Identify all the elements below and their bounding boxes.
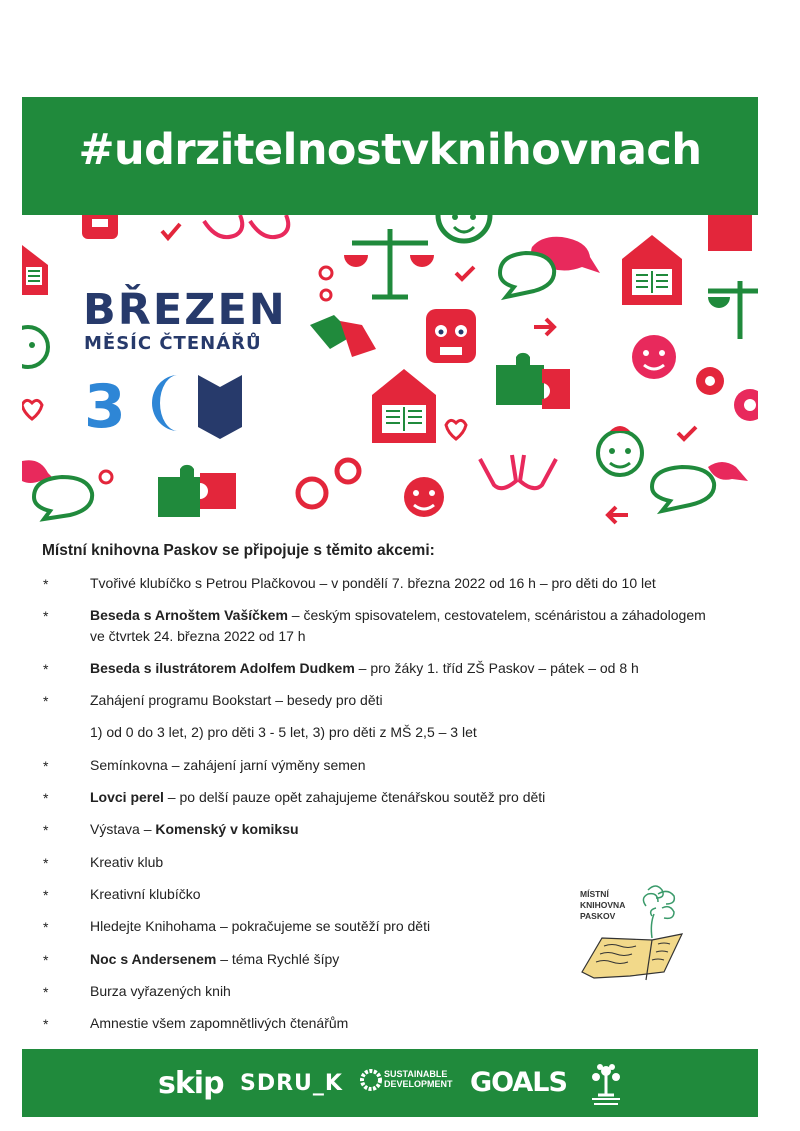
face-icon [438,215,490,241]
scales-icon [344,229,434,297]
face-icon [82,215,118,239]
face-icon [404,477,444,517]
speech-bubble-icon [652,467,714,511]
footer-banner [22,1049,758,1117]
checkmark-icon [456,267,474,279]
arrow-icon [534,319,554,335]
tree-logo-icon [586,1059,626,1111]
puzzle-icon [158,465,236,517]
gear-icon [696,367,758,421]
speech-bubble-icon [34,477,92,519]
page-title: #udrzitelnostvknihovnach [78,125,702,175]
moon-icon [152,375,178,431]
circle-icon [320,267,332,279]
house-book-icon [22,245,48,295]
header-banner [22,97,758,215]
hands-icon [480,455,556,488]
face-icon [22,327,48,367]
stamp-label: MÍSTNÍ KNIHOVNA PASKOV [580,889,626,921]
house-book-icon [622,235,682,305]
intro-heading: Místní knihovna Paskov se připojuje s těmito akcemi: [42,542,435,559]
house-book-icon [372,369,436,443]
skip-logo: skip [158,1066,224,1101]
banner-icons [22,215,758,530]
illustration-banner [22,215,758,530]
sdruk-logo: SDRU_K [240,1071,343,1096]
face-icon [426,309,476,363]
checkmark-icon [678,427,696,439]
sdg-wheel-icon [360,1069,382,1091]
campaign-title: BŘEZEN [83,285,287,335]
sdg-logo: SUSTAINABLE DEVELOPMENT GOALS [360,1069,382,1096]
speech-bubble-icon [500,253,554,297]
face-icon [598,426,642,475]
campaign-subtitle: MĚSÍC ČTENÁŘŮ [84,333,262,354]
hands-icon [204,215,288,237]
arrow-icon [608,507,628,523]
handshake-icon [310,315,376,357]
circle-icon [321,290,331,300]
puzzle-icon [496,353,570,409]
face-icon [632,335,676,379]
book-icon [198,375,242,439]
heart-icon [22,400,42,419]
house-book-icon [708,215,752,251]
checkmark-icon [162,224,180,238]
scales-icon [708,281,758,339]
logo-number: 3 [84,372,126,442]
gear-icon [298,460,359,507]
circle-icon [100,471,112,483]
heart-icon [446,420,466,439]
